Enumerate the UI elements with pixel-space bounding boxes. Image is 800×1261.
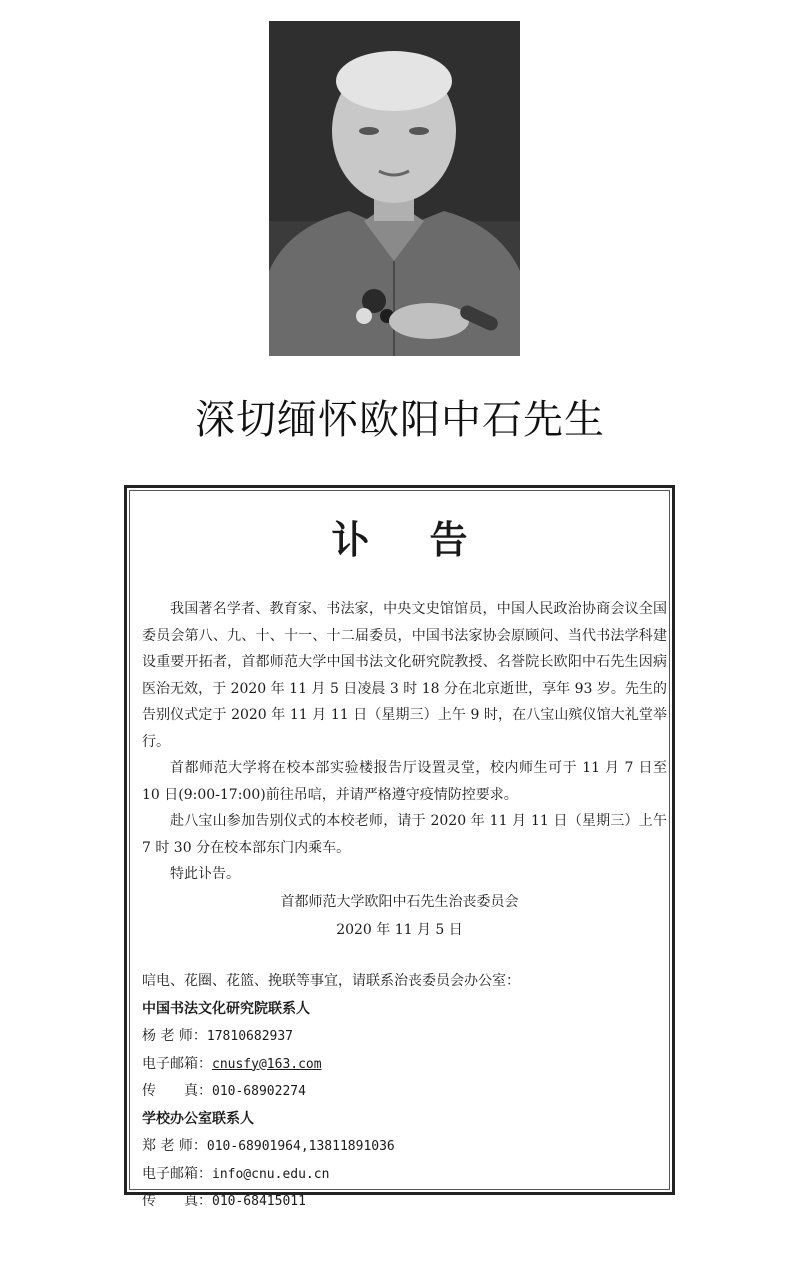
signature-org: 首都师范大学欧阳中石先生治丧委员会 [280, 894, 519, 910]
contact-email-label: 电子邮箱： [142, 1165, 212, 1182]
contact-teacher-label: 杨 老 师： [142, 1028, 207, 1044]
notice-paragraph: 特此讣告。 [170, 866, 240, 882]
notice-paragraph: 我国著名学者、教育家、书法家，中央文史馆馆员，中国人民政治协商会议全国委员会第八、九、十、十一、十二届委员，中国书法家协会原顾问、当代书法学科建设重要开拓者，首都师范大学中国书法文化研究院教授、名誉院长欧阳中石先生因病医治无效，于 2020 年 11 月 5 日凌晨 3 时 18 分在北京逝世，享年 93 岁。先生的告别仪式定于 2020 年 11 月 11 日（星期三）上午 9 时，在八宝山殡仪馆大礼堂举行。 [142, 601, 667, 750]
contact-teacher-row [142, 1133, 667, 1161]
obituary-inner-border [129, 490, 670, 1209]
contact-fax-number: 010-68902274 [212, 1084, 306, 1099]
portrait-illustration [269, 21, 520, 356]
obituary-notice [124, 485, 675, 1209]
contact-section [142, 968, 667, 1216]
contact-group-title: 学校办公室联系人 [142, 1110, 254, 1127]
contact-email-link[interactable]: cnusfy@163.com [212, 1056, 322, 1072]
contact-teacher-phone: 010-68901964,13811891036 [206, 1139, 395, 1154]
portrait-photo [269, 21, 520, 356]
contact-fax-row [142, 1188, 667, 1216]
contact-intro: 唁电、花圈、花篮、挽联等事宜，请联系治丧委员会办公室： [142, 973, 520, 989]
contact-email-row [142, 1051, 667, 1079]
notice-heading: 讣告 [331, 518, 528, 562]
contact-fax-row [142, 1078, 667, 1106]
contact-teacher-row [142, 1023, 667, 1051]
contact-fax-number: 010-68415011 [212, 1194, 306, 1209]
contact-teacher-label: 郑 老 师： [142, 1138, 207, 1154]
notice-paragraph: 赴八宝山参加告别仪式的本校老师，请于 2020 年 11 月 11 日（星期三）上午 7 时 30 分在校本部东门内乘车。 [142, 813, 667, 856]
contact-email-label: 电子邮箱： [142, 1055, 212, 1072]
signature-date: 2020 年 11 月 5 日 [336, 922, 463, 938]
contact-email-row [142, 1161, 667, 1189]
contact-teacher-phone: 17810682937 [206, 1029, 293, 1044]
notice-body [142, 596, 667, 888]
memorial-title: 深切缅怀欧阳中石先生 [195, 397, 605, 443]
contact-email-address: info@cnu.edu.cn [212, 1166, 330, 1182]
contact-group-title: 中国书法文化研究院联系人 [142, 1000, 310, 1017]
notice-paragraph: 首都师范大学将在校本部实验楼报告厅设置灵堂，校内师生可于 11 月 7 日至 10 日(9:00-17:00)前往吊唁，并请严格遵守疫情防控要求。 [142, 760, 667, 803]
contact-fax-label: 传 真： [142, 1083, 212, 1099]
contact-fax-label: 传 真： [142, 1193, 212, 1209]
